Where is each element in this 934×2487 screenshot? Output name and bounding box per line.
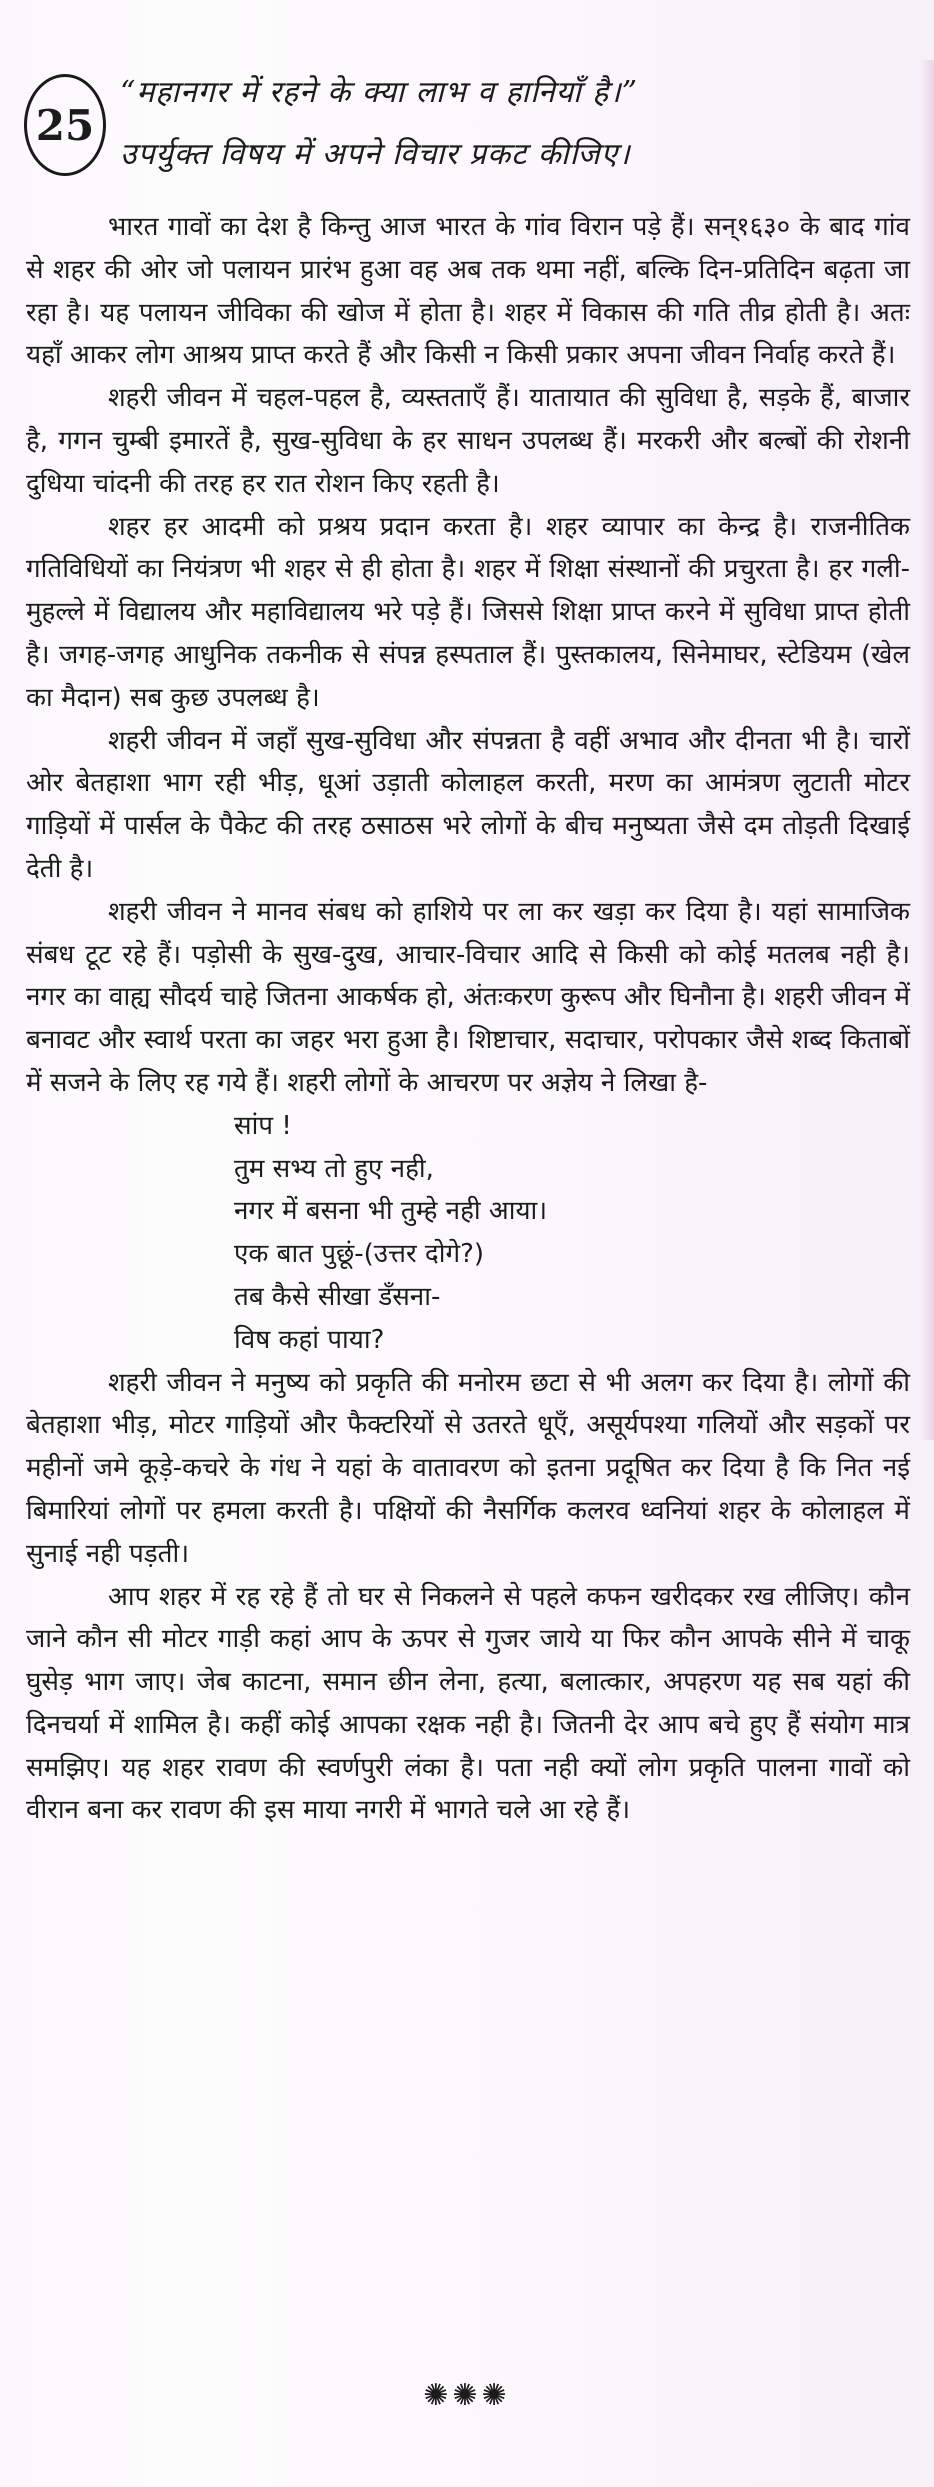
paragraph-6: शहरी जीवन ने मनुष्य को प्रकृति की मनोरम छटा से भी अलग कर दिया है। लोगों की बेतहाशा भीड़, मोटर गाड़ियों और फैक्टरियों से उतरते धूएँ, असूर्यपश्या गलियों और सड़कों पर महीनों जमे कूड़े-कचरे के गंध ने यहां के वातावरण को इतना प्रदूषित कर दिया है कि नित नई बिमारियां लोगों पर हमला करती है। पक्षियों की नैसर्गिक कलरव ध्वनियां शहर के कोलाहल में सुनाई नही पड़ती। bbox=[26, 1367, 910, 1569]
poem-line: सांप ! bbox=[234, 1110, 292, 1141]
poem-line: तब कैसे सीखा डँसना- bbox=[234, 1281, 441, 1312]
question-title-line-1: “महानगर में रहने के क्या लाभ व हानियाँ है।” bbox=[120, 75, 638, 110]
paragraph-7: आप शहर में रह रहे हैं तो घर से निकलने से पहले कफन खरीदकर रख लीजिए। कौन जाने कौन सी मोटर गाड़ी कहां आप के ऊपर से गुजर जाये या फिर कौन आपके सीने में चाकू घुसेड़ भाग जाए। जेब काटना, समान छीन लेना, हत्या, बलात्कार, अपहरण यह सब यहां की दिनचर्या में शामिल है। कहीं कोई आपका रक्षक नही है। जितनी देर आप बचे हुए हैं संयोग मात्र समझिए। यह शहर रावण की स्वर्णपुरी लंका है। पता नही क्यों लोग प्रकृति पालना गावों को वीरान बना कर रावण की इस माया नगरी में भागते चले आ रहे हैं। bbox=[26, 1581, 910, 1826]
paragraph-3: शहर हर आदमी को प्रश्रय प्रदान करता है। शहर व्यापार का केन्द्र है। राजनीतिक गतिविधियों का नियंत्रण भी शहर से ही होता है। शहर में शिक्षा संस्थानों की प्रचुरता है। हर गली-मुहल्ले में विद्यालय और महाविद्यालय भरे पड़े हैं। जिससे शिक्षा प्राप्त करने में सुविधा प्राप्त होती है। जगह-जगह आधुनिक तकनीक से संपन्न हस्पताल हैं। पुस्तकालय, सिनेमाघर, स्टेडियम (खेल का मैदान) सब कुछ उपलब्ध है। bbox=[26, 511, 910, 713]
question-number: 25 bbox=[35, 100, 95, 150]
question-title bbox=[120, 62, 920, 186]
poem-quote bbox=[234, 1105, 910, 1362]
paragraph-1: भारत गावों का देश है किन्तु आज भारत के गांव विरान पड़े हैं। सन्१६३० के बाद गांव से शहर की ओर जो पलायन प्रारंभ हुआ वह अब तक थमा नहीं, बल्कि दिन-प्रतिदिन बढ़ता जा रहा है। यह पलायन जीविका की खोज में होता है। शहर में विकास की गति तीव्र होती है। अतः यहाँ आकर लोग आश्रय प्राप्त करते हैं और किसी न किसी प्रकार अपना जीवन निर्वाह करते हैं। bbox=[26, 212, 910, 371]
question-number-badge bbox=[24, 74, 106, 176]
paragraph-2: शहरी जीवन में चहल-पहल है, व्यस्तताएँ हैं। यातायात की सुविधा है, सड़के हैं, बाजार है, गगन चुम्बी इमारतें है, सुख-सुविधा के हर साधन उपलब्ध हैं। मरकरी और बल्बों की रोशनी दुधिया चांदनी की तरह हर रात रोशन किए रहती है। bbox=[26, 383, 910, 499]
essay-body bbox=[26, 206, 910, 1832]
poem-line: तुम सभ्य तो हुए नही, bbox=[234, 1153, 434, 1184]
poem-line: एक बात पुछूं-(उत्तर दोगे?) bbox=[234, 1239, 485, 1270]
poem-line: नगर में बसना भी तुम्हे नही आया। bbox=[234, 1196, 548, 1227]
paragraph-5: शहरी जीवन ने मानव संबध को हाशिये पर ला कर खड़ा कर दिया है। यहां सामाजिक संबध टूट रहे हैं। पड़ोसी के सुख-दुख, आचार-विचार आदि से किसी को कोई मतलब नही है। नगर का वाह्य सौदर्य चाहे जितना आकर्षक हो, अंतःकरण कुरूप और घिनौना है। शहरी जीवन में बनावट और स्वार्थ परता का जहर भरा हुआ है। शिष्टाचार, सदाचार, परोपकार जैसे शब्द किताबों में सजने के लिए रह गये हैं। शहरी लोगों के आचरण पर अज्ञेय ने लिखा है- bbox=[26, 896, 910, 1098]
paragraph-4: शहरी जीवन में जहाँ सुख-सुविधा और संपन्नता है वहीं अभाव और दीनता भी है। चारों ओर बेतहाशा भाग रही भीड़, धूआं उड़ाती कोलाहल करती, मरण का आमंत्रण लुटाती मोटर गाड़ियों में पार्सल के पैकेट की तरह ठसाठस भरे लोगों के बीच मनुष्यता जैसे दम तोड़ती दिखाई देती है। bbox=[26, 725, 910, 884]
end-ornament: ✺✺✺ bbox=[423, 2378, 511, 2413]
question-title-line-2: उपर्युक्त विषय में अपने विचार प्रकट कीजिए। bbox=[120, 137, 631, 172]
poem-line: विष कहां पाया? bbox=[234, 1324, 385, 1355]
